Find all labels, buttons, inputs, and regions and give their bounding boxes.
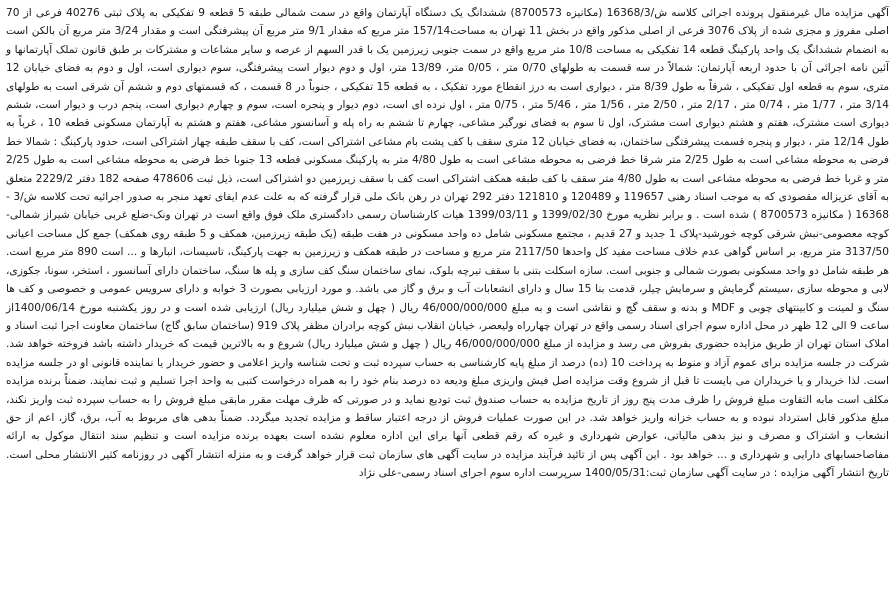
notice-body: آگهی مزایده مال غیرمنقول پرونده اجرائی کلاسه ش/16368/3 (مکانیزه 8700573) ششدانگ یک دستگاه آپارتمان واقع در سمت شمالی طبقه 5 قطعه 9 تفکیکی به پلاک ثبتی 40276 فرعی از 70 اصلی مفروز و مجزی شده از پلاک 3076 فرعی از اصلی مذکور واقع در بخش 11 تهران به مساحت157/14 متر مربع که مقدار 9/1 متر مربع آن پیشرفتگی است و مقدار 3/24 متر مربع آن بالکن است به انضمام ششدانگ یک واحد پارکینگ قطعه 14 تفکیکی به مساحت 10/8 متر مربع واقع در سمت جنوبی زیرزمین یک با قدر السهم از عرصه و سایر مشاعات و مشترکات بر طبق قانون تملک آپارتمانها و آئین نامه اجرائی آن با حدود اربعه آپارتمان: شمالاً در سه قسمت به طولهای 0/70 متر ، 0/05 متر، 13/89 متر، اول و دوم دیوار است پیشرفتگی، سوم دیواری است، اول و دوم به فضای خیابان 12 متری، سوم به قطعه اول تفکیکی ، شرقاً به طول 8/39 متر ، دیواری است به درز انقطاع مورد تفکیک ، به قطعه 15 تفکیکی ، جنوباً در 8 قسمت ، که قسمتهای دوم و ششم آن شرقی است به طولهای 3/14 متر ، 1/77 متر ، 0/74 متر ، 2/17 متر ، 2/50 متر ، 1/56 متر ، 5/46 متر ، 0/75 متر ، اول نرده ای است، دوم دیوار و پنجره است، سوم و چهارم دیواری است، پنجم درب و دیوار است، ششم دیواری است مشترک، هفتم و هشتم دیواری است مشترک، اول تا سوم به فضای نورگیر مشاعی، چهارم تا ششم به راه پله و آسانسور مشاعی، هفتم و هشتم به آپارتمان مسکونی قطعه 10 ، غرباً به طول 12/14 متر ، دیوار و پنجره قسمت پیشرفتگی ساختمان، به فضای خیابان 12 متری سقف با کف پشت بام مشاعی اشتراکی است، کف با سقف طبقه چهار اشتراکی است، حدود پارکینگ : شمالا خط فرضی به محوطه مشاعی است به طول 2/25 متر شرقا خط فرضی به محوطه مشاعی است به طول 4/80 متر به پارکینگ مسکونی قطعه 13 جنوبا خط فرضی به محوطه مشاعی است به طول 2/25 متر و غربا خط فرضی به محوطه مشاعی است به طول 4/80 متر سقف با کف طبقه همکف اشتراکی است کف با سقف زیرزمین دو اشتراکی است، ذیل ثبت 478606 صفحه 182 دفتر 2229/2 متعلق به آقای عزیزاله مقصودی که به موجب اسناد رهنی 119657 و 120489 و 121810 دفتر 292 تهران در رهن بانک ملی قرار گرفته که به علت عدم ایفای تعهد منجر به صدور اجرائیه تحت کلاسه ش/3 - 16368 ( مکانیزه 8700573 ) شده است . و برابر نظریه مورخ 1399/02/30 و 1399/03/11 هیات کارشناسان رسمی دادگستری ملک فوق واقع است در تهران ونک-ضلع غربی خیابان شیراز شمالی-کوچه معصومی-نبش شرقی کوچه خورشید-پلاک 1 جدید و 27 قدیم ، مجتمع مسکونی شامل ده واحد مسکونی در هفت طبقه (یک طبقه زیرزمین، همکف و 5 طبقه روی همکف) جمع کل مساحت اعیانی 3137/50 متر مربع، بر اساس گواهی عدم خلاف مساحت مفید کل واحدها 2117/50 متر مربع و مساحت در طبقه همکف و زیرزمین به جهت پارکینگ، تاسیسات، انبارها و ... است 890 متر مربع است. هر طبقه شامل دو واحد مسکونی بصورت شمالی و جنوبی است. سازه اسکلت بتنی با سقف تیرچه بلوک، نمای ساختمان سنگ کف سازی و پله ها سنگ، ساختمان دارای آسانسور ، استخر، سونا، جکوزی، لابی و محوطه سازی ،سیستم گرمایش و سرمایش چیلر، قدمت بنا 15 سال و دارای انشعابات آب و برق و گاز می باشد. و مورد ارزیابی بصورت 3 خوابه و دارای سرویس عمومی و خصوصی و کف ها سنگ و لمینت و کابینتهای چوبی و MDF و بدنه و سقف گچ و نقاشی است و به مبلغ 46/000/000/000 ریال ( چهل و شش میلیارد ریال) ارزیابی شده است و در روز یکشنبه مورخ 1400/06/14از ساعت 9 الی 12 ظهر در محل اداره سوم اجرای اسناد رسمی واقع در تهران چهارراه ولیعصر، خیابان انقلاب نبش کوچه برادران مظفر پلاک 919 (ساختمان سابق گاج) ساختمان معاونت اجرا ثبت اسناد و املاک استان تهران از طریق مزایده حضوری بفروش می رسد و مزایده از مبلغ 46/000/000/000 ریال ( چهل و شش میلیارد ریال) شروع و به بالاترین قیمت که خریدار داشته باشد فروخته خواهد شد. شرکت در جلسه مزایده برای عموم آزاد و منوط به پرداخت 10 (ده) درصد از مبلغ پایه کارشناسی به حساب سپرده ثبت و تحت شناسه واریز اعلامی و حضور خریدار یا نماینده قانونی او در جلسه مزایده است. لذا خریدار و یا خریداران می بایست تا قبل از شروع وقت مزایده اصل فیش واریزی مبلغ ودیعه ده درصد بنام خود را به همراه درخواست کتبی به واحد اجرا تسلیم و ثبت نمایند. ضمناً برنده مزایده مکلف است مابه التفاوت مبلغ فروش را ظرف مدت پنج روز از تاریخ مزایده به حساب صندوق ثبت تودیع نماید و در صورتی که ظرف مهلت مقرر مابقی مبلغ فروش را به حساب سپرده ثبت واریز نکند، مبلغ مذکور قابل استرداد نبوده و به حساب خزانه واریز خواهد شد. در این صورت عملیات فروش از درجه اعتبار ساقط و مزایده تجدید میگردد. ضمناً بدهی های مربوط به آب، برق، گاز، اعم از حق انشعاب و اشتراک و مصرف و نیز بدهی مالیاتی، عوارض شهرداری و غیره که رقم قطعی آنها برای این اداره معلوم نشده است بعهده برنده مزایده است و تنظیم سند انتقال موکول به ارائه مفاصاحسابهای دارایی و شهرداری و ... خواهد بود . این آگهی پس از تائید فرآیند مزایده در سایت آگهی های سازمان ثبت قرار خواهد گرفت و به منزله انتشار آگهی در روزنامه کثیر الانتشار محلی است. تاریخ انتشار آگهی مزایده : در سایت آگهی سازمان ثبت:1400/05/31 سرپرست اداره سوم اجرای اسناد رسمی-علی نژاد [6, 7, 890, 480]
